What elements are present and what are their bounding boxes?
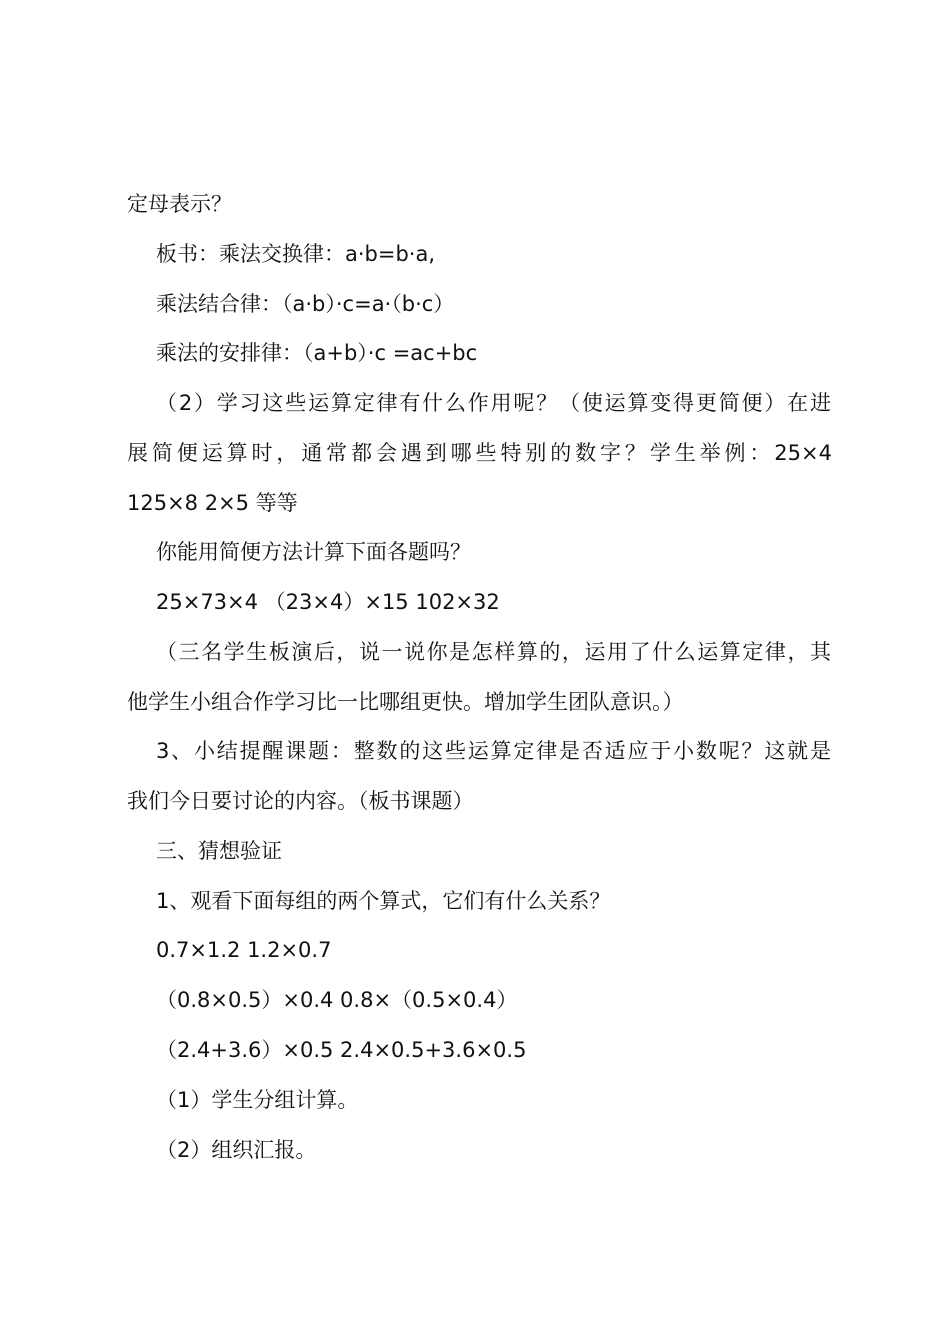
section-heading: 三、猜想验证: [156, 839, 282, 863]
text-line: 你能用简便方法计算下面各题吗？: [156, 540, 471, 564]
text-line: （2）学习这些运算定律有什么作用呢？（使运算变得更简便）在进: [156, 391, 831, 415]
text-line: （0.8×0.5）×0.4 0.8×（0.5×0.4）: [156, 988, 518, 1012]
text-line: 25×73×4 （23×4）×15 102×32: [156, 590, 500, 614]
text-line: 乘法结合律：（a·b）·c=a·（b·c）: [156, 292, 455, 316]
text-line: 展简便运算时，通常都会遇到哪些特别的数字？学生举例：25×4: [127, 441, 832, 465]
text-line: 乘法的安排律：（a+b）·c =ac+bc: [156, 341, 478, 365]
text-line: （1）学生分组计算。: [156, 1088, 359, 1112]
text-line: 定母表示？: [127, 192, 232, 216]
text-line: 0.7×1.2 1.2×0.7: [156, 938, 332, 962]
text-line: 我们今日要讨论的内容。（板书课题）: [127, 789, 474, 813]
text-line: 板书：乘法交换律：a·b=b·a,: [156, 242, 436, 266]
text-line: 他学生小组合作学习比一比哪组更快。增加学生团队意识。）: [127, 690, 684, 714]
text-line: （2）组织汇报。: [156, 1138, 317, 1162]
text-line: （三名学生板演后，说一说你是怎样算的，运用了什么运算定律，其: [156, 640, 831, 664]
text-line: 3、小结提醒课题：整数的这些运算定律是否适应于小数呢？这就是: [156, 739, 831, 763]
text-line: 125×8 2×5 等等: [127, 491, 298, 515]
text-line: 1、观看下面每组的两个算式，它们有什么关系？: [156, 889, 611, 913]
text-line: （2.4+3.6）×0.5 2.4×0.5+3.6×0.5: [156, 1038, 527, 1062]
